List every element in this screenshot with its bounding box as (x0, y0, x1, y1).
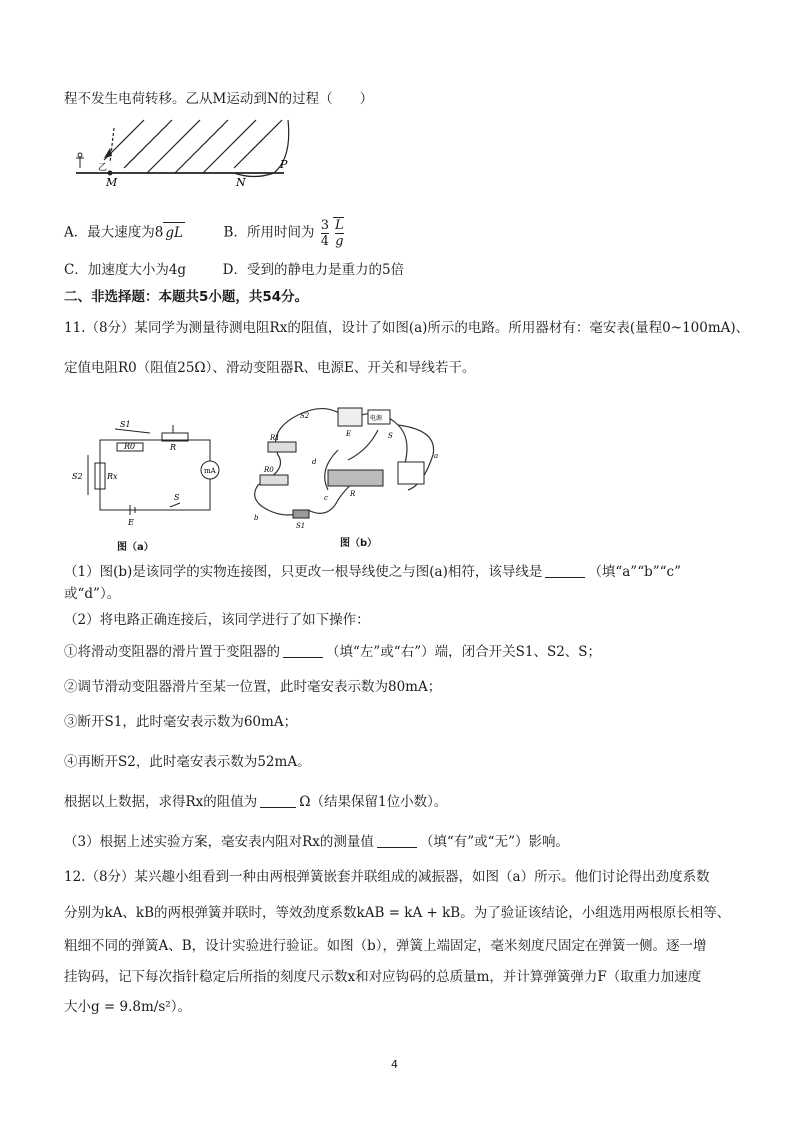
q11-step1: ①将滑动变阻器的滑片置于变阻器的 （填“左”或“右”）端，闭合开关S1、S2、S； (64, 644, 602, 660)
fig-b-s1: S1 (296, 522, 306, 530)
q10-stem-line: 程不发生电荷转移。乙从M运动到N的过程（ ） (64, 91, 374, 107)
fig-a-rx: Rx (107, 472, 118, 481)
fig-b-a: a (434, 452, 439, 460)
answer-blank-4[interactable] (377, 847, 417, 848)
q11-part1: （1）图(b)是该同学的实物连接图，只更改一根导线使之与图(a)相符，该导线是 （填“a”“b”“c” (64, 564, 682, 580)
fig-a-s2: S2 (72, 472, 83, 481)
fig-b-power: 电源 (370, 415, 383, 422)
option-b: B．所用时间为 (223, 224, 315, 241)
label-m: M (106, 176, 118, 189)
q11-part3: （3）根据上述实验方案，毫安表内阻对Rx的测量值 （填“有”或“无”）影响。 (64, 834, 569, 850)
fig-b-caption: 图（b） (340, 538, 378, 549)
fig-a-ma: mA (204, 467, 216, 475)
q12-line1: 12.（8分）某兴趣小组看到一种由两根弹簧嵌套并联组成的减振器，如图（a）所示。他们讨论得出劲度系数 (64, 869, 710, 885)
fig-b-r: R (350, 490, 356, 498)
q11-step3: ③断开S1，此时毫安表示数为60mA； (64, 714, 298, 730)
fraction-3-4: $\frac{3}{4}$ (320, 217, 330, 249)
q12-line4: 挂钩码，记下每次指针稳定后所指的刻度尺示数x和对应钩码的总质量m，并计算弹簧弹力F（取重力加速度 (64, 969, 702, 985)
q12-line3: 粗细不同的弹簧A、B，设计实验进行验证。如图（b），弹簧上端固定，毫米刻度尺固定在弹簧一侧。逐一增 (64, 938, 707, 954)
fig-a-r: R (170, 443, 177, 452)
section-heading: 二、非选择题：本题共5小题，共54分。 (64, 289, 309, 305)
sqrt-gl: gL (163, 222, 185, 243)
fig-b-e: E (346, 430, 352, 438)
option-a: A．最大速度为8 (64, 224, 164, 241)
fig-b-d: d (312, 458, 317, 466)
fig-b-b: b (254, 514, 259, 522)
fig-a-e: E (128, 518, 134, 527)
q11-step4: ④再断开S2，此时毫安表示数为52mA。 (64, 754, 311, 770)
fig-a-caption: 图（a） (117, 542, 154, 553)
answer-blank-3[interactable] (260, 807, 296, 808)
q11-step2: ②调节滑动变阻器滑片至某一位置，此时毫安表示数为80mA； (64, 679, 442, 695)
answer-blank-2[interactable] (283, 657, 323, 658)
q12-line2: 分别为kA、kB的两根弹簧并联时，等效劲度系数kAB = kA + kB。为了验证该结论，小组选用两根原长相等、 (64, 905, 731, 921)
q10-options-cd (64, 260, 404, 280)
q11-part2: （2）将电路正确连接后，该同学进行了如下操作： (64, 612, 370, 628)
q10-options-ab (64, 217, 346, 249)
fig-b-r1: R1 (270, 434, 280, 442)
fig-a-r0: R0 (124, 442, 136, 451)
q11-part1-cont: 或“d”）。 (64, 586, 121, 602)
fig-b-c: c (324, 494, 328, 502)
fig-b-s: S (388, 432, 393, 440)
fig-b-r0: R0 (264, 466, 274, 474)
label-n: N (236, 176, 246, 189)
q11-line1: 11.（8分）某同学为测量待测电阻Rx的阻值，设计了如图(a)所示的电路。所用器材有：毫安表(量程0~100mA)、 (64, 320, 750, 336)
label-yi: 乙 (98, 163, 108, 173)
option-d: D．受到的静电力是重力的5倍 (222, 262, 405, 278)
fig-b-s2: S2 (300, 412, 310, 420)
circuit-diagram-a (70, 415, 220, 545)
q12-line5: 大小g = 9.8m/s²）。 (64, 999, 191, 1015)
fig-a-s: S (174, 493, 180, 502)
label-p: P (280, 158, 288, 171)
q11-line2: 定值电阻R0（阻值25Ω）、滑动变阻器R、电源E、开关和导线若干。 (64, 360, 476, 376)
option-c: C．加速度大小为4g (64, 262, 187, 278)
answer-blank-1[interactable] (545, 577, 585, 578)
fig-a-s1: S1 (120, 420, 131, 429)
q11-result: 根据以上数据，求得Rx的阻值为 Ω（结果保留1位小数）。 (64, 794, 448, 810)
wiring-photo-b (238, 400, 458, 530)
q10-figure (74, 118, 294, 193)
sqrt-l-over-g: $\frac{L}{g}$ (335, 218, 344, 249)
page-number: 4 (391, 1058, 398, 1071)
